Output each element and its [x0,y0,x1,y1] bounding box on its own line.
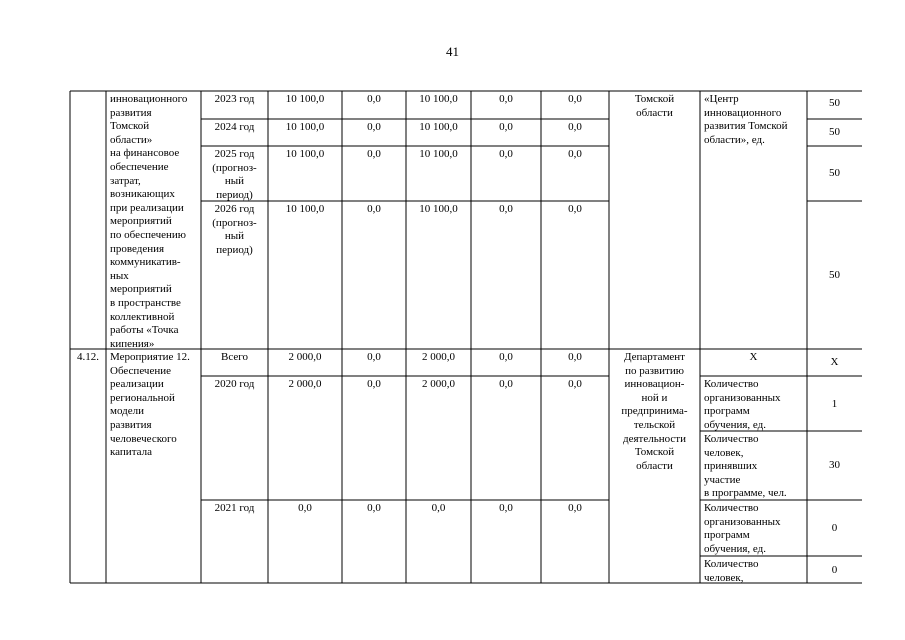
r2-2020-reg: 2 000,0 [422,378,455,390]
r2-2021-value-2: 0 [831,564,838,576]
r2-2020-fed: 0,0 [367,378,381,390]
r1-2024-value: 50 [829,126,840,138]
page-number: 41 [446,44,459,59]
r2-2020-other: 0,0 [568,378,582,390]
r1-2024-mun: 0,0 [499,121,513,133]
r1-2023-period: 2023 год [214,93,255,105]
r1-name: инновационного развития Томской области» на финансовое обеспечение затрат, возникающих при реализации мероприятий по обеспечению проведения коммуникатив- ных мероприятий в пространстве коллективной работы «Точка кипения» [110,93,188,350]
r1-2023-mun: 0,0 [499,93,513,105]
r2-all-period: Всего [221,351,248,363]
r2-2020-indicator-1: Количество организованных программ обучения, ед. [704,378,781,431]
r1-2024-total: 10 100,0 [285,121,325,133]
r2-2021-value-1: 0 [831,522,838,534]
r2-2021-fed: 0,0 [367,502,381,514]
r1-2025-reg: 10 100,0 [419,148,458,160]
r2-all-fed: 0,0 [367,351,381,363]
r1-2023-total: 10 100,0 [285,93,325,105]
r1-2024-other: 0,0 [568,121,582,133]
r1-2023-reg: 10 100,0 [419,93,458,105]
r1-2026-mun: 0,0 [499,203,513,215]
r2-2020-indicator-2: Количество человек, принявших участие в программе, чел. [704,433,787,500]
r1-2025-period: 2025 год (прогноз- ный период) [212,148,257,201]
r1-2026-other: 0,0 [568,203,582,215]
r1-2025-other: 0,0 [568,148,582,160]
r1-2024-reg: 10 100,0 [419,121,458,133]
r1-2026-value: 50 [829,269,840,281]
r2-executor: Департамент по развитию инновацион- ной и предпринима- тельской деятельности Томской области [621,351,688,472]
r2-2020-total: 2 000,0 [288,378,322,390]
r2-number: 4.12. [77,351,99,363]
r2-2021-total: 0,0 [298,502,312,514]
r1-2023-fed: 0,0 [367,93,381,105]
r2-all-mun: 0,0 [499,351,513,363]
r1-2025-value: 50 [829,167,840,179]
r1-executor: Томской области [634,93,675,119]
r2-2021-indicator-2: Количество человек, [704,558,759,584]
r2-2021-period: 2021 год [214,502,255,514]
r1-2024-period: 2024 год [214,121,255,133]
r2-2021-other: 0,0 [568,502,582,514]
r1-2026-period: 2026 год (прогноз- ный период) [212,203,257,256]
r2-all-total: 2 000,0 [288,351,322,363]
r1-2023-value: 50 [829,97,840,109]
r2-name: Мероприятие 12. Обеспечение реализации региональной модели развития человеческого капитала [110,351,190,459]
r2-all-indicator: Х [749,351,758,363]
r2-2021-mun: 0,0 [499,502,513,514]
r2-2020-period: 2020 год [214,378,255,390]
r1-2026-reg: 10 100,0 [419,203,458,215]
r2-all-value: Х [830,356,839,368]
r1-2026-fed: 0,0 [367,203,381,215]
r1-2026-total: 10 100,0 [285,203,325,215]
r1-2025-mun: 0,0 [499,148,513,160]
r1-2025-fed: 0,0 [367,148,381,160]
r1-2023-other: 0,0 [568,93,582,105]
r2-all-reg: 2 000,0 [422,351,455,363]
r1-2024-fed: 0,0 [367,121,381,133]
r2-2021-indicator-1: Количество организованных программ обучения, ед. [704,502,781,555]
r1-indicator: «Центр инновационного развития Томской области», ед. [704,93,788,146]
r2-all-other: 0,0 [568,351,582,363]
r2-2020-value-1: 1 [831,398,838,410]
r2-2021-reg: 0,0 [431,502,446,514]
r1-2025-total: 10 100,0 [285,148,325,160]
r2-2020-mun: 0,0 [499,378,513,390]
r2-2020-value-2: 30 [829,459,840,471]
